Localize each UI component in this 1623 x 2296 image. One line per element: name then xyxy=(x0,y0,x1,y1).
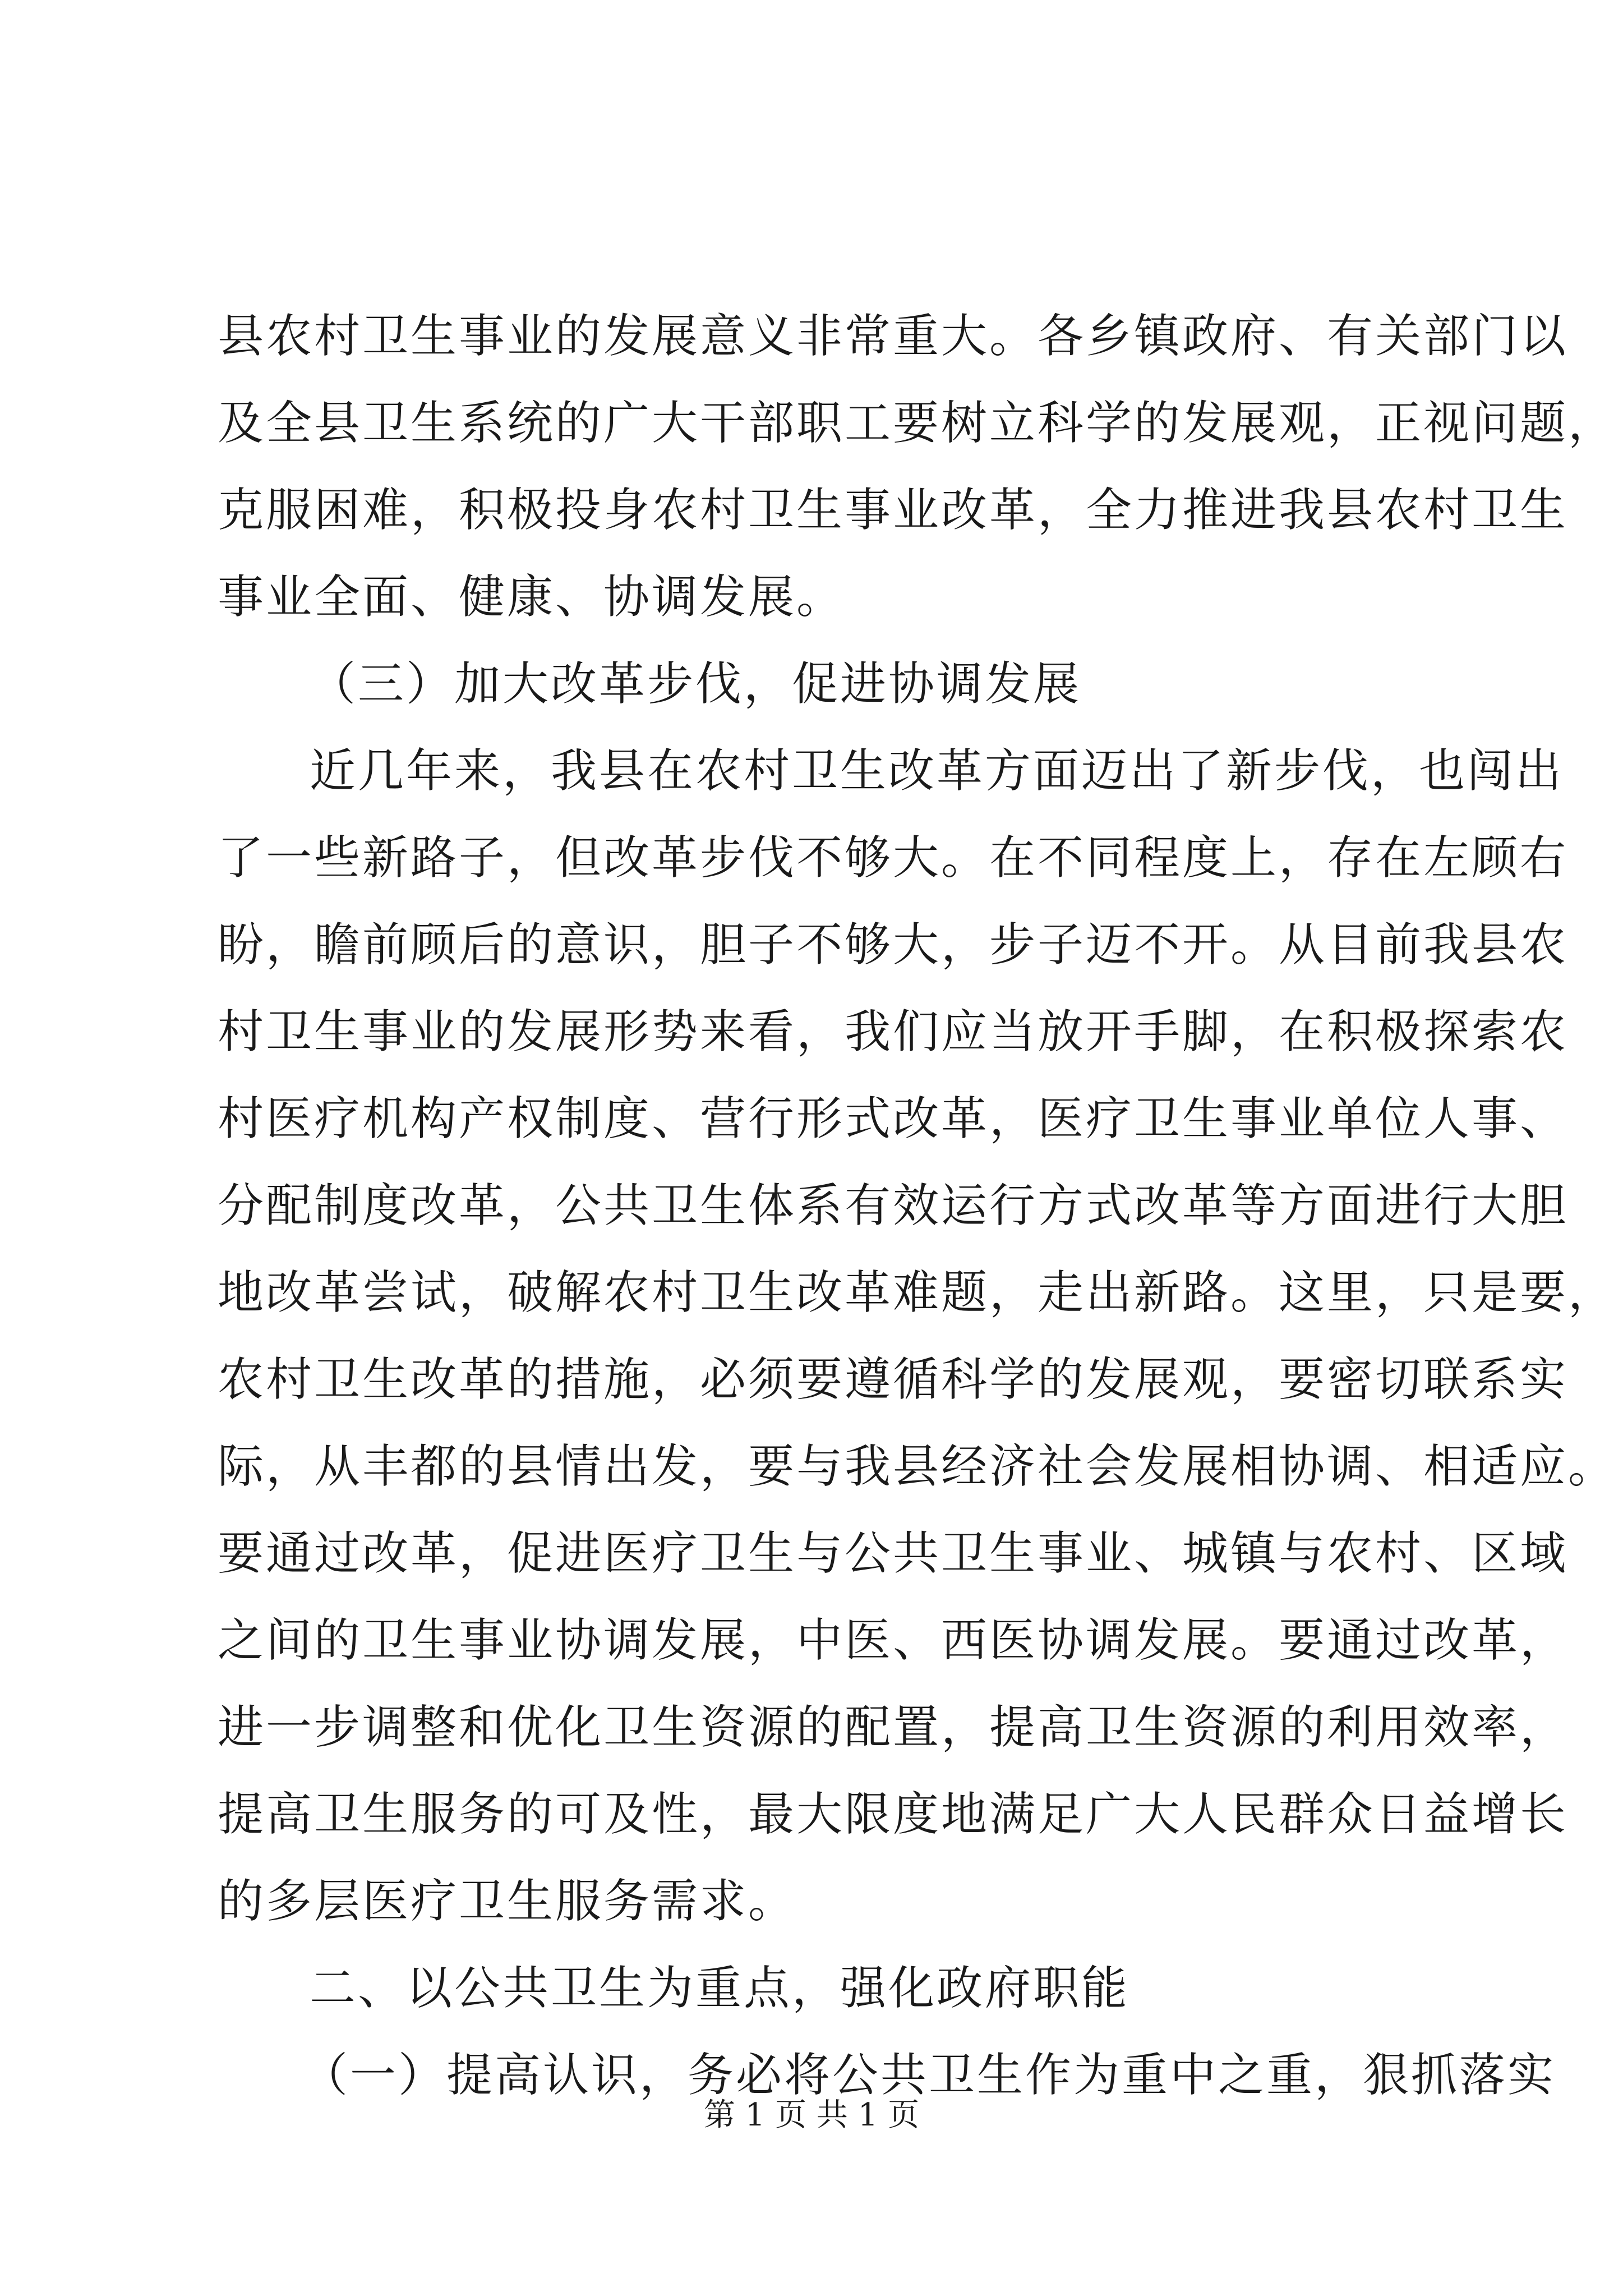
text-line: 的多层医疗卫生服务需求。 xyxy=(218,1875,797,1928)
page-number-footer: 第 1 页 共 1 页 xyxy=(703,2097,920,2133)
text-line: 提高卫生服务的可及性，最大限度地满足广大人民群众日益增长 xyxy=(218,1788,1569,1841)
section-heading: （一）提高认识，务必将公共卫生作为重中之重，狠抓落实 xyxy=(302,2049,1556,2102)
text-line: 村医疗机构产权制度、营行形式改革，医疗卫生事业单位人事、 xyxy=(218,1092,1569,1145)
text-line: 农村卫生改革的措施，必须要遵循科学的发展观，要密切联系实 xyxy=(218,1353,1569,1406)
text-line: 克服困难，积极投身农村卫生事业改革，全力推进我县农村卫生 xyxy=(218,484,1569,537)
text-line: 县农村卫生事业的发展意义非常重大。各乡镇政府、有关部门以 xyxy=(218,310,1569,363)
text-line: 之间的卫生事业协调发展，中医、西医协调发展。要通过改革， xyxy=(218,1614,1569,1667)
text-line: 际，从丰都的县情出发，要与我县经济社会发展相协调、相适应。 xyxy=(218,1440,1617,1493)
text-line: 要通过改革，促进医疗卫生与公共卫生事业、城镇与农村、区域 xyxy=(218,1527,1569,1580)
text-line: 了一些新路子，但改革步伐不够大。在不同程度上，存在左顾右 xyxy=(218,831,1569,885)
text-line: 近几年来，我县在农村卫生改革方面迈出了新步伐，也闯出 xyxy=(310,744,1564,798)
text-line: 盼，瞻前顾后的意识，胆子不够大，步子迈不开。从目前我县农 xyxy=(218,918,1569,972)
section-heading: （三）加大改革步伐，促进协调发展 xyxy=(310,657,1082,711)
text-line: 村卫生事业的发展形势来看，我们应当放开手脚，在积极探索农 xyxy=(218,1005,1569,1059)
document-body xyxy=(218,293,1617,2119)
text-line: 事业全面、健康、协调发展。 xyxy=(218,570,845,624)
section-heading: 二、以公共卫生为重点，强化政府职能 xyxy=(310,1962,1130,2015)
text-line: 地改革尝试，破解农村卫生改革难题，走出新路。这里，只是要， xyxy=(218,1266,1617,1319)
text-line: 及全县卫生系统的广大干部职工要树立科学的发展观，正视问题， xyxy=(218,397,1617,450)
text-line: 分配制度改革，公共卫生体系有效运行方式改革等方面进行大胆 xyxy=(218,1179,1569,1232)
text-line: 进一步调整和优化卫生资源的配置，提高卫生资源的利用效率， xyxy=(218,1701,1569,1754)
